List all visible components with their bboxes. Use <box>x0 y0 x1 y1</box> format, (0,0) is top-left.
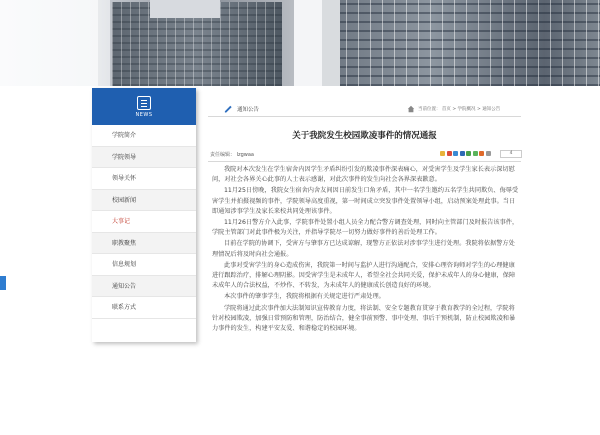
section-header <box>208 102 521 117</box>
banner-gap <box>294 0 322 86</box>
sidebar-item-events[interactable]: 大事记 <box>92 211 196 233</box>
article-title: 关于我院发生校园欺凌事件的情况通报 <box>292 131 437 141</box>
sidebar-header <box>92 88 196 125</box>
banner-building-edge <box>322 0 340 86</box>
article-paragraph: 11月26日警方介入此事，学院事件处置小组人员全力配合警方调查处理，同时向主管部门及时报告该事件，学院主管部门对此事件极为关注，并指导学院尽一切努力做好事件的善后处理工作。 <box>212 219 519 237</box>
sidebar-item-leaders[interactable]: 学院领导 <box>92 147 196 169</box>
share-qzone-icon[interactable] <box>440 151 445 156</box>
sidebar-header-label: NEWS <box>135 111 153 118</box>
sidebar-item-news[interactable]: 校园新闻 <box>92 190 196 212</box>
share-tweibo-icon[interactable] <box>453 151 458 156</box>
share-douban-icon[interactable] <box>466 151 471 156</box>
sidebar-item-focus[interactable]: 职教聚焦 <box>92 233 196 255</box>
home-icon[interactable] <box>407 105 415 113</box>
share-more-icon[interactable] <box>479 151 484 156</box>
sidebar-menu <box>92 125 196 319</box>
editor-label: 责任编辑： lzgwaa <box>210 152 254 158</box>
article-paragraph: 学院将通过此次事件加大法制知识宣传教育力度，将法制、安全专题教育贯穿于教育教学的全过程，学院将针对校园欺凌，加强日常预防和管理，防治结合，健全事前预警、事中处理、事后干预机制，防止校园欺凌和暴力事件的发生，构建平安友爱、和谐稳定的校园环境。 <box>212 304 516 333</box>
news-icon <box>137 96 151 110</box>
share-renren-icon[interactable] <box>460 151 465 156</box>
article-meta <box>208 148 521 162</box>
section-title: 通知公告 <box>237 107 260 113</box>
article-paragraph: 本次事件的肇事学生，我院将根据有关规定进行严肃处理。 <box>224 293 385 301</box>
sidebar-item-care[interactable]: 领导关怀 <box>92 168 196 190</box>
article-paragraph: 11月25日傍晚，我院女生宿舍内舍友间因日前发生口角矛盾，其中一名学生邀约五名学生共同欺负、侮辱受害学生并拍摄视频的事件，学院领导高度重视，第一时间成立突发事件处置领导小组，启动预案处理此事。当日即通知涉事学生及家长来校共同处理该事件。 <box>212 187 519 215</box>
breadcrumb[interactable]: 当前位置： 首页 > 学院概况 > 通知公告 <box>418 107 501 112</box>
sidebar <box>92 88 196 342</box>
article-paragraph: 我院对本次发生在学生宿舍内因学生矛盾纠纷引发的欺凌事件深表痛心，对受害学生及学生家长表示深切慰问，对社会各界关心此事的人士表示感谢，对此次事件的发生向社会各界深表歉意。 <box>212 166 515 184</box>
side-float-tab[interactable] <box>0 276 6 290</box>
pencil-icon <box>224 104 233 113</box>
sidebar-item-intro[interactable]: 学院简介 <box>92 125 196 147</box>
share-plus-icon[interactable] <box>486 151 491 156</box>
page-left-margin <box>0 86 92 435</box>
sidebar-item-contact[interactable]: 联系方式 <box>92 297 196 319</box>
share-weibo-icon[interactable] <box>447 151 452 156</box>
campus-banner <box>0 0 600 86</box>
share-wechat-icon[interactable] <box>473 151 478 156</box>
share-count: 4 <box>500 150 522 158</box>
article-paragraph: 目前在学院的协调下，受害方与肇事方已达成谅解，现警方正依法对涉事学生进行处理。我院将依据警方处理情况后将及时向社会通报。 <box>212 240 515 258</box>
banner-building-right <box>322 0 600 86</box>
article-body <box>212 165 520 335</box>
banner-fade <box>0 0 110 86</box>
sidebar-item-notices[interactable]: 通知公告 <box>92 276 196 298</box>
article-paragraph: 此事对受害学生的身心造成伤害，我院第一时间与监护人进行沟通配合，安排心理咨询师对学生的心理健康进行跟踪治疗，排解心理阴影。因受害学生是未成年人，希望全社会共同关爱，保护未成年人的身心健康，保障未成年人的合法权益，不炒作、不转发，为未成年人的健康成长创造良好的环境。 <box>212 261 516 290</box>
sidebar-item-planning[interactable]: 信息规划 <box>92 254 196 276</box>
share-icons <box>440 151 491 156</box>
banner-building-top <box>150 0 220 18</box>
